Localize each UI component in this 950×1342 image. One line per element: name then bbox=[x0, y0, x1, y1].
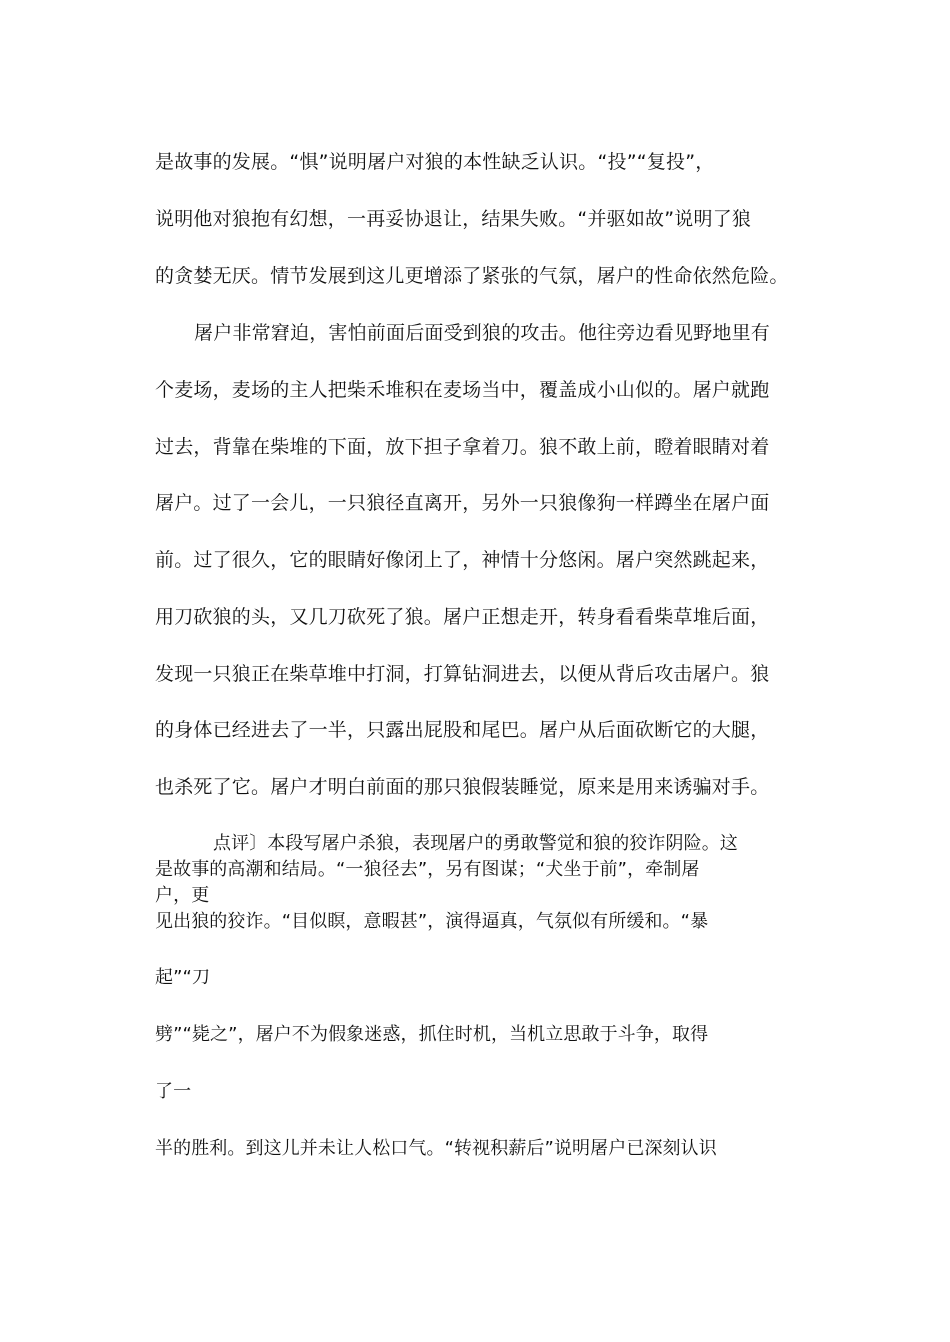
commentary-line: 起”“刀 bbox=[155, 967, 211, 988]
text-line: 屠户。过了一会儿，一只狼径直离开，另外一只狼像狗一样蹲坐在屠户面 bbox=[155, 492, 770, 514]
paragraph-start-line: 屠户非常窘迫，害怕前面后面受到狼的攻击。他往旁边看见野地里有 bbox=[194, 322, 771, 344]
text-line: 发现一只狼正在柴草堆中打洞，打算钻洞进去，以便从背后攻击屠户。狼 bbox=[155, 663, 770, 685]
commentary-line: 见出狼的狡诈。“目似瞑，意暇甚”，演得逼真，气氛似有所缓和。“暴 bbox=[155, 911, 709, 932]
text-line: 也杀死了它。屠户才明白前面的那只狼假装睡觉，原来是用来诱骗对手。 bbox=[155, 776, 770, 798]
text-line: 是故事的发展。“惧”说明屠户对狼的本性缺乏认识。“投”“复投”， bbox=[155, 151, 715, 173]
text-line: 前。过了很久，它的眼睛好像闭上了，神情十分悠闲。屠户突然跳起来， bbox=[155, 549, 770, 571]
text-line: 的贪婪无厌。情节发展到这儿更增添了紧张的气氛，屠户的性命依然危险。 bbox=[155, 265, 789, 287]
text-line: 说明他对狼抱有幻想，一再妥协退让，结果失败。“并驱如故”说明了狼 bbox=[155, 208, 752, 230]
text-line: 用刀砍狼的头，又几刀砍死了狼。屠户正想走开，转身看看柴草堆后面， bbox=[155, 606, 770, 628]
text-line: 过去，背靠在柴堆的下面，放下担子拿着刀。狼不敢上前，瞪着眼睛对着 bbox=[155, 436, 770, 458]
commentary-line: 了一 bbox=[155, 1081, 192, 1102]
commentary-line: 半的胜利。到这儿并未让人松口气。“转视积薪后”说明屠户已深刻认识 bbox=[155, 1138, 717, 1159]
commentary-start-line: 点评〕本段写屠户杀狼，表现屠户的勇敢警觉和狼的狡诈阴险。这 bbox=[213, 833, 738, 854]
text-line: 的身体已经进去了一半，只露出屁股和尾巴。屠户从后面砍断它的大腿， bbox=[155, 719, 770, 741]
commentary-line: 户，更 bbox=[155, 885, 210, 906]
commentary-line: 是故事的高潮和结局。“一狼径去”，另有图谋；“犬坐于前”，牵制屠 bbox=[155, 859, 700, 880]
text-line: 个麦场，麦场的主人把柴禾堆积在麦场当中，覆盖成小山似的。屠户就跑 bbox=[155, 379, 770, 401]
commentary-line: 劈”“毙之”，屠户不为假象迷惑，抓住时机，当机立思敢于斗争，取得 bbox=[155, 1024, 709, 1045]
